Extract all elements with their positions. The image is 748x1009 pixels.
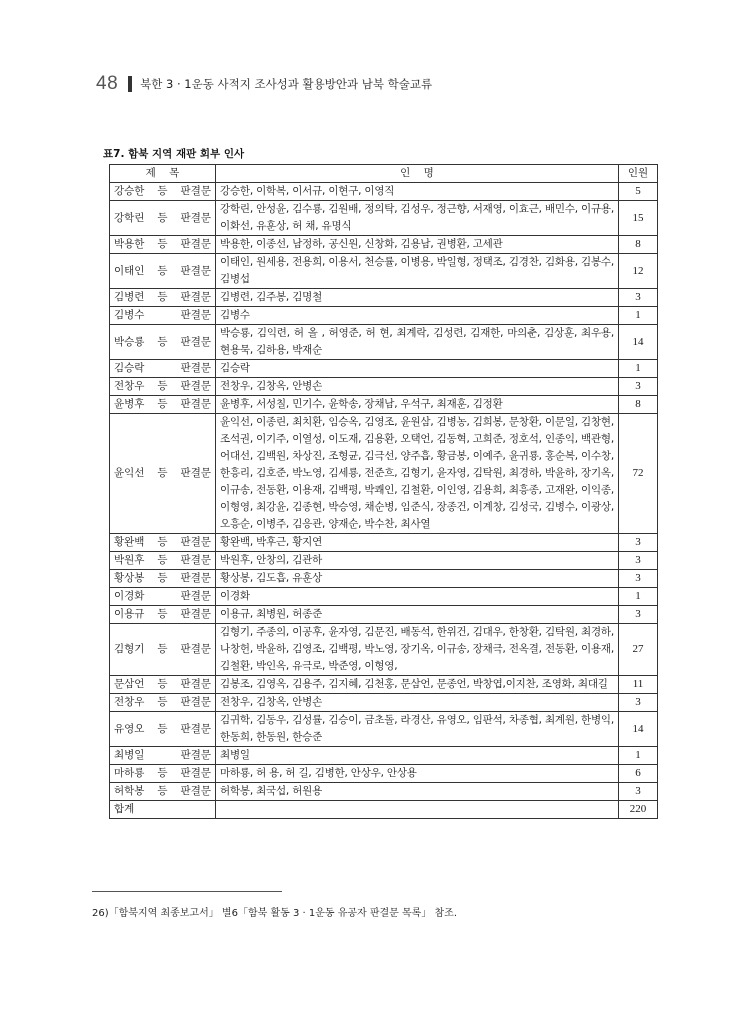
defendants-table	[109, 164, 658, 819]
row-count: 12	[619, 254, 658, 289]
row-names: 최병일	[216, 747, 619, 765]
table-row	[110, 588, 658, 606]
row-names: 김귀학, 김동우, 김성률, 김승이, 금초돌, 라경산, 유영오, 임판석, 차종협, 최계원, 한병익, 한동희, 한동원, 한승준	[216, 712, 619, 747]
table-row	[110, 307, 658, 325]
row-count: 1	[619, 588, 658, 606]
row-count: 8	[619, 396, 658, 414]
row-count: 3	[619, 289, 658, 307]
table-row	[110, 414, 658, 534]
row-count: 1	[619, 747, 658, 765]
table-row	[110, 783, 658, 801]
table-header-row	[110, 165, 658, 183]
row-title: 윤병후 등 판결문	[110, 396, 216, 414]
row-names: 전창우, 김창옥, 안병손	[216, 694, 619, 712]
row-title: 이용규 등 판결문	[110, 606, 216, 624]
row-title: 최병일 판결문	[110, 747, 216, 765]
row-count: 3	[619, 552, 658, 570]
total-label: 합계	[110, 801, 216, 819]
row-title: 박원후 등 판결문	[110, 552, 216, 570]
row-names: 이용규, 최병원, 허종준	[216, 606, 619, 624]
row-title: 황완백 등 판결문	[110, 534, 216, 552]
row-count: 3	[619, 694, 658, 712]
table-row	[110, 694, 658, 712]
running-title: 북한 3 · 1운동 사적지 조사성과 활용방안과 남북 학술교류	[140, 77, 433, 91]
total-names-empty	[216, 801, 619, 819]
row-names: 김승락	[216, 360, 619, 378]
row-names: 마하룡, 허 용, 허 길, 김병한, 안상우, 안상용	[216, 765, 619, 783]
running-header	[96, 72, 432, 96]
column-header-names: 인 명	[216, 165, 619, 183]
row-title: 유영오 등 판결문	[110, 712, 216, 747]
row-title: 마하룡 등 판결문	[110, 765, 216, 783]
footnote: 26)「함북지역 최종보고서」 별6「함북 활동 3 · 1운동 유공자 판결문 목록」 참조.	[92, 908, 458, 919]
row-count: 14	[619, 712, 658, 747]
row-names: 강학린, 안성윤, 김수룡, 김원배, 정의탁, 김성우, 정근향, 서재영, 이효근, 배민수, 이규용, 이화선, 유훈상, 허 채, 유명식	[216, 201, 619, 236]
row-title: 이경화 판결문	[110, 588, 216, 606]
table-row	[110, 183, 658, 201]
row-count: 72	[619, 414, 658, 534]
row-names: 강승한, 이학복, 이서규, 이현구, 이영직	[216, 183, 619, 201]
row-count: 3	[619, 783, 658, 801]
row-names: 박원후, 안창의, 김관하	[216, 552, 619, 570]
table-row	[110, 360, 658, 378]
row-count: 15	[619, 201, 658, 236]
row-names: 김병련, 김주봉, 김명철	[216, 289, 619, 307]
footnote-rule	[92, 891, 282, 892]
column-header-count: 인원	[619, 165, 658, 183]
row-names: 김형기, 주종의, 이공후, 윤자영, 김문진, 배동석, 한위건, 김대우, 한창환, 김탁원, 최경하, 나창헌, 박윤하, 김영조, 김백평, 박노영, 장기옥, 이규송, 장채극, 전옥결, 전동환, 이용재, 김철환, 박인옥, 유극로, 박준영, 이형영,	[216, 624, 619, 676]
row-title: 허학봉 등 판결문	[110, 783, 216, 801]
row-names: 허학봉, 최국섭, 허원용	[216, 783, 619, 801]
column-header-title: 제 목	[110, 165, 216, 183]
table-row	[110, 765, 658, 783]
row-count: 14	[619, 325, 658, 360]
table-row	[110, 570, 658, 588]
row-title: 이태인 등 판결문	[110, 254, 216, 289]
row-names: 전창우, 김창옥, 안병손	[216, 378, 619, 396]
table-caption: 표7. 함북 지역 재판 회부 인사	[103, 148, 245, 160]
table-row	[110, 325, 658, 360]
table-row	[110, 676, 658, 694]
table-row	[110, 378, 658, 396]
total-row	[110, 801, 658, 819]
row-title: 강승한 등 판결문	[110, 183, 216, 201]
row-names: 김봉조, 김영옥, 김용주, 김지혜, 김천홍, 문삼언, 문종언, 박창엽,이지찬, 조영화, 최대길	[216, 676, 619, 694]
row-count: 27	[619, 624, 658, 676]
row-count: 3	[619, 534, 658, 552]
row-title: 전창우 등 판결문	[110, 694, 216, 712]
table-row	[110, 289, 658, 307]
row-title: 전창우 등 판결문	[110, 378, 216, 396]
row-names: 윤병후, 서성칠, 민기수, 윤학송, 장채남, 우석구, 최재훈, 김정환	[216, 396, 619, 414]
row-title: 김병수 판결문	[110, 307, 216, 325]
row-names: 이태인, 원세용, 전용희, 이용서, 천승률, 이병용, 박일형, 정택조, 김경찬, 김화용, 김봉수, 김병섭	[216, 254, 619, 289]
row-count: 3	[619, 570, 658, 588]
page-number: 48	[96, 73, 119, 94]
row-names: 박승룡, 김익련, 허 올 , 허영준, 허 현, 최계락, 김성련, 김재한, 마의춘, 김상훈, 최우용, 현용묵, 김하용, 박재순	[216, 325, 619, 360]
row-title: 박승룡 등 판결문	[110, 325, 216, 360]
table-row	[110, 552, 658, 570]
row-count: 11	[619, 676, 658, 694]
row-title: 김병련 등 판결문	[110, 289, 216, 307]
table-body	[110, 183, 658, 819]
row-count: 3	[619, 378, 658, 396]
table-row	[110, 254, 658, 289]
row-names: 윤익선, 이종린, 최치환, 임승옥, 김영조, 윤원삼, 김병농, 김희봉, 문창환, 이문일, 김창현, 조석권, 이기주, 이열성, 이도재, 김용환, 오택언, 김동혁, 고희준, 정호석, 인종익, 백관형, 어대선, 김백원, 차상진, 조형균, 김극선, 양주흡, 황금봉, 이예주, 윤귀룡, 홍순복, 이수창, 한흥리, 김호준, 박노영, 김세룡, 전준흐, 김형기, 윤자영, 김탁원, 최경하, 박윤하, 장기옥, 이규송, 전동환, 이용재, 김백평, 박쾌인, 김철환, 이인영, 김용희, 최흥종, 고재완, 이익종, 이형영, 최강윤, 김종현, 박승영, 채순병, 임준식, 장종건, 이계창, 김성국, 김병수, 이광상, 오흥순, 이병주, 김응관, 양재순, 박수찬, 최사열	[216, 414, 619, 534]
table-row	[110, 534, 658, 552]
header-divider-bar	[128, 76, 132, 92]
row-count: 1	[619, 360, 658, 378]
table-row	[110, 747, 658, 765]
table-row	[110, 712, 658, 747]
row-title: 박용한 등 판결문	[110, 236, 216, 254]
table-row	[110, 201, 658, 236]
row-title: 황상봉 등 판결문	[110, 570, 216, 588]
table-row	[110, 624, 658, 676]
table-row	[110, 236, 658, 254]
row-title: 문삼언 등 판결문	[110, 676, 216, 694]
table-row	[110, 606, 658, 624]
row-names: 황완백, 박후근, 황지연	[216, 534, 619, 552]
table-row	[110, 396, 658, 414]
row-title: 김승락 판결문	[110, 360, 216, 378]
row-count: 1	[619, 307, 658, 325]
row-title: 윤익선 등 판결문	[110, 414, 216, 534]
row-count: 3	[619, 606, 658, 624]
row-names: 박용한, 이종선, 남정하, 공신원, 신창화, 김용남, 권병환, 고세관	[216, 236, 619, 254]
row-names: 이경화	[216, 588, 619, 606]
row-count: 5	[619, 183, 658, 201]
total-count: 220	[619, 801, 658, 819]
row-title: 강학린 등 판결문	[110, 201, 216, 236]
row-count: 8	[619, 236, 658, 254]
row-names: 김병수	[216, 307, 619, 325]
row-names: 황상봉, 김도흡, 유훈상	[216, 570, 619, 588]
row-title: 김형기 등 판결문	[110, 624, 216, 676]
row-count: 6	[619, 765, 658, 783]
